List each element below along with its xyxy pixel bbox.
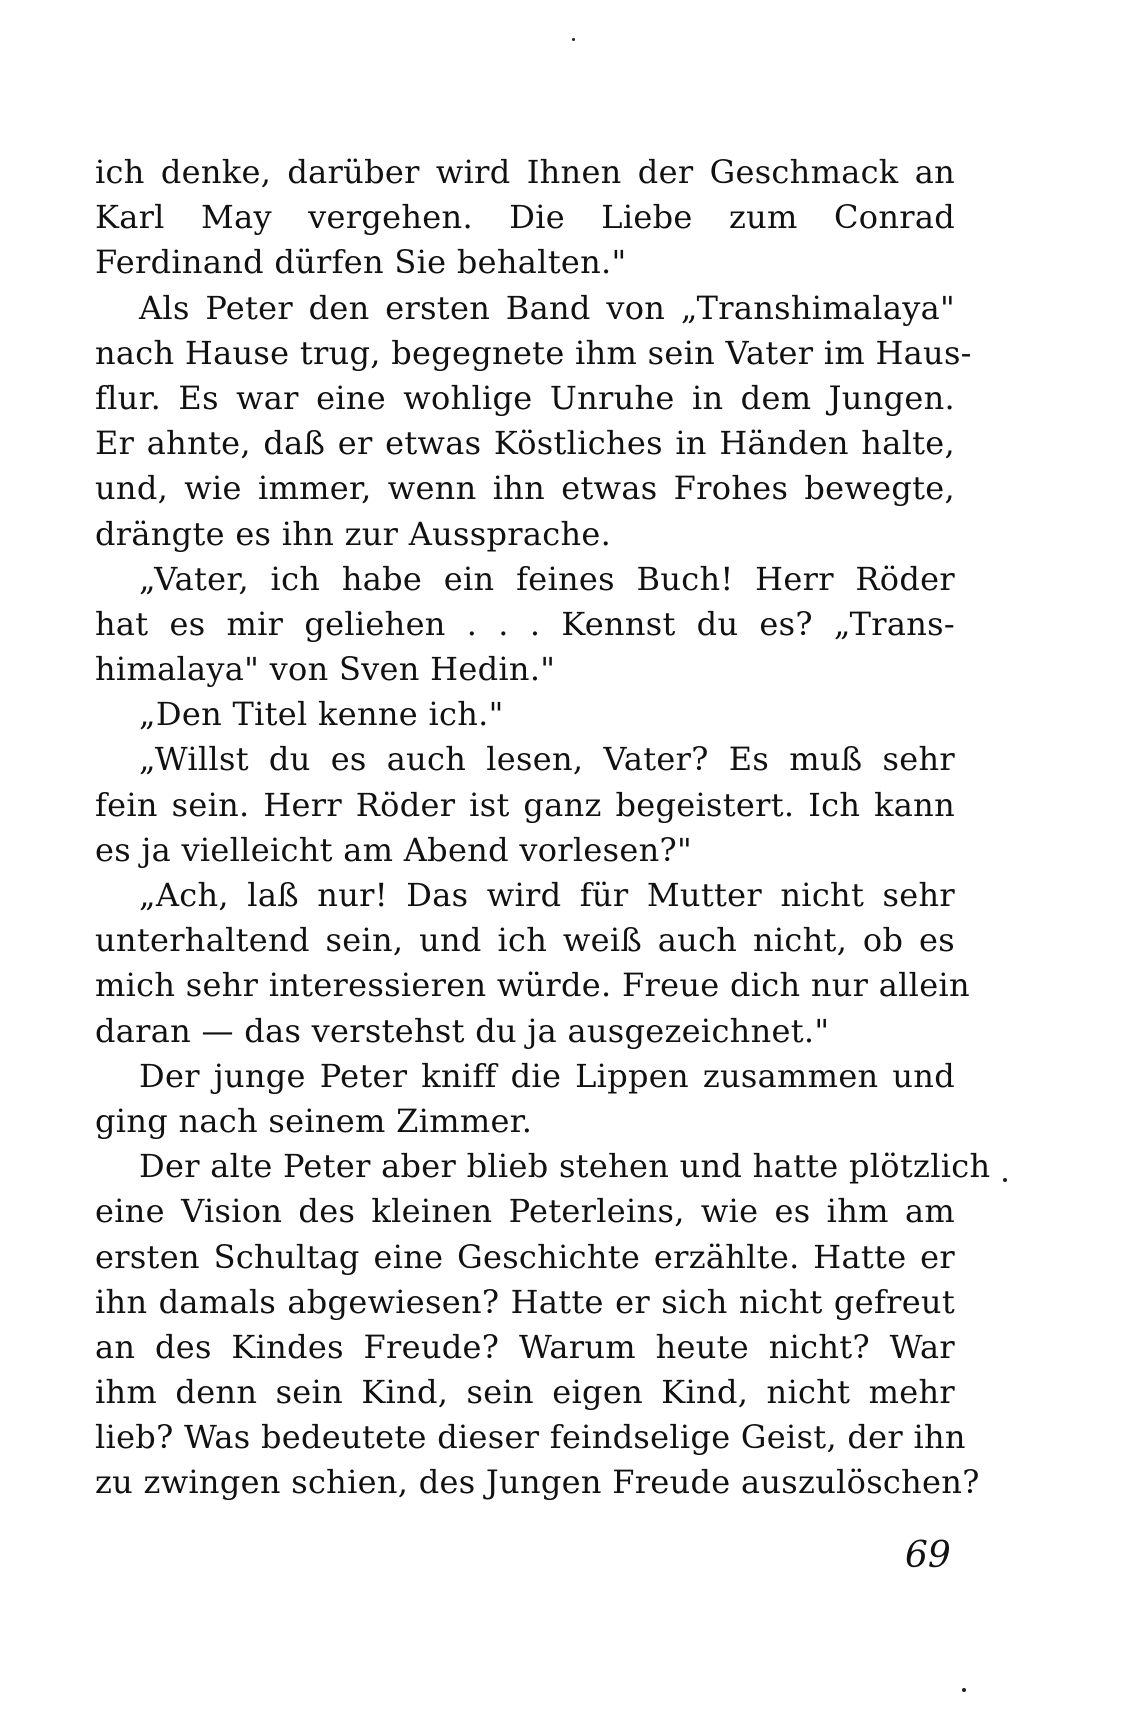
text-line: nach Hause trug, begegnete ihm sein Vater im Haus- [95,333,972,372]
text-line: „Willst du es auch lesen, Vater? Es muß sehr [139,740,955,779]
text-line: Er ahnte, daß er etwas Köstliches in Händen halte, [95,424,955,463]
text-line: daran — das verstehst du ja ausgezeichnet." [95,1011,830,1050]
text-line: „Ach, laß nur! Das wird für Mutter nicht sehr [139,876,955,914]
text-line: ging nach seinem Zimmer. [95,1101,533,1140]
text-line: Ferdinand dürfen Sie behalten." [95,243,627,282]
text-line: fein sein. Herr Röder ist ganz begeistert. Ich kann [95,785,955,824]
print-speck [572,38,575,41]
text-line: hat es mir geliehen . . . Kennst du es? „Trans- [95,604,955,643]
body-text [95,150,991,1506]
text-line: ersten Schultag eine Geschichte erzählte. Hatte er [95,1237,955,1276]
text-line: an des Kindes Freude? Warum heute nicht? War [95,1327,955,1366]
print-speck [962,1688,966,1692]
text-line: ihn damals abgewiesen? Hatte er sich nicht gefreut [95,1282,955,1321]
text-line: ich denke, darüber wird Ihnen der Geschmack an [95,153,955,191]
print-speck [1003,1178,1007,1182]
text-line: zu zwingen schien, des Jungen Freude auszulöschen? [95,1463,980,1502]
text-line: „Den Titel kenne ich." [139,695,504,734]
text-line: Als Peter den ersten Band von „Transhimalaya" [139,288,955,327]
text-line: und, wie immer, wenn ihn etwas Frohes bewegte, [95,469,955,508]
page-number: 69 [905,1535,951,1576]
text-line: ihm denn sein Kind, sein eigen Kind, nicht mehr [95,1373,955,1412]
text-line: „Vater, ich habe ein feines Buch! Herr Röder [139,559,955,598]
text-line: Der junge Peter kniff die Lippen zusammen und [139,1056,955,1095]
text-line: es ja vielleicht am Abend vorlesen?" [95,830,693,869]
text-line: eine Vision des kleinen Peterleins, wie es ihm am [95,1192,955,1231]
text-line: drängte es ihn zur Aussprache. [95,514,612,553]
text-line: flur. Es war eine wohlige Unruhe in dem Jungen. [95,378,955,417]
text-line: Der alte Peter aber blieb stehen und hatte plötzlich [139,1147,991,1186]
text-line: Karl May vergehen. Die Liebe zum Conrad [95,198,955,237]
text-line: lieb? Was bedeutete dieser feindselige Geist, der ihn [95,1418,966,1457]
text-line: mich sehr interessieren würde. Freue dich nur allein [95,966,970,1005]
text-line: unterhaltend sein, und ich weiß auch nicht, ob es [95,921,955,960]
text-line: himalaya" von Sven Hedin." [95,650,556,689]
